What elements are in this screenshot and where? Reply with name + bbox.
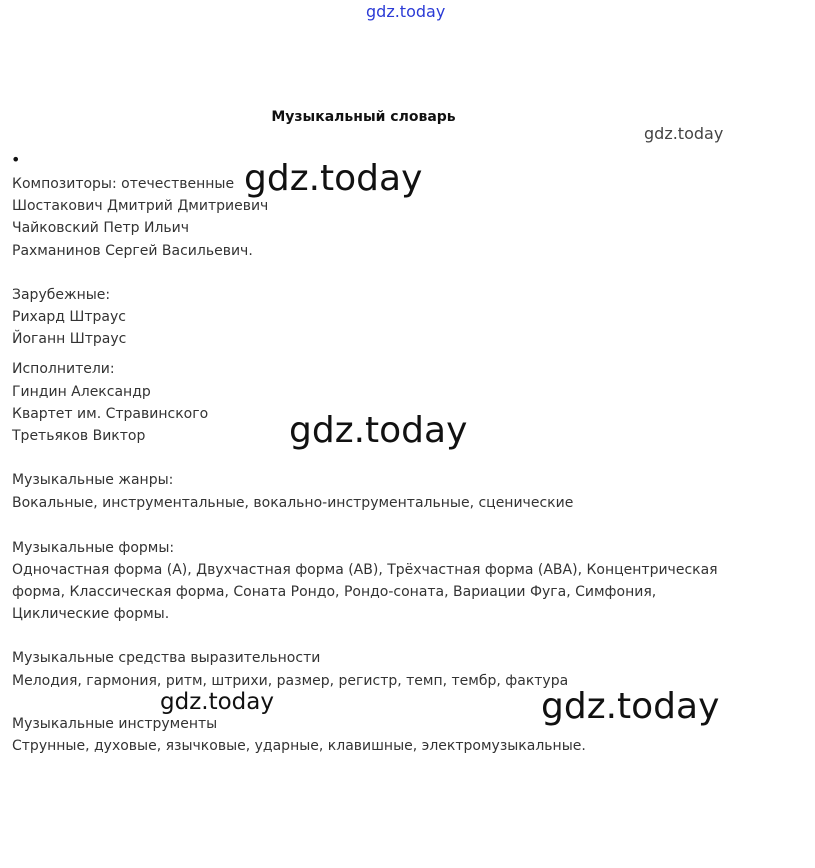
text-line: форма, Классическая форма, Соната Рондо, Рондо-соната, Вариации Фуга, Симфония, — [12, 584, 657, 600]
watermark-text: gdz.today — [160, 689, 274, 715]
text-line: Третьяков Виктор — [12, 428, 146, 444]
watermark-text: gdz.today — [541, 686, 720, 727]
text-line: Циклические формы. — [12, 606, 170, 622]
text-line: Квартет им. Стравинского — [12, 406, 209, 422]
text-line: Йоганн Штраус — [12, 331, 127, 347]
text-line: Музыкальные формы: — [12, 540, 175, 556]
text-line: Шостакович Дмитрий Дмитриевич — [12, 198, 269, 214]
text-line: Вокальные, инструментальные, вокально-инструментальные, сценические — [12, 495, 574, 511]
watermark-logo: gdz.today — [366, 2, 446, 21]
text-line: Рихард Штраус — [12, 309, 126, 325]
text-line: Одночастная форма (А), Двухчастная форма (АВ), Трёхчастная форма (АВА), Концентрическая — [12, 562, 718, 578]
watermark-text: gdz.today — [289, 410, 468, 451]
text-line: Рахманинов Сергей Васильевич. — [12, 243, 253, 259]
page-title: Музыкальный словарь — [271, 109, 456, 125]
watermark-text: gdz.today — [644, 124, 724, 143]
text-line: Музыкальные инструменты — [12, 716, 218, 732]
bullet-marker: • — [11, 150, 21, 169]
text-line: Чайковский Петр Ильич — [12, 220, 190, 236]
text-line: Композиторы: отечественные — [12, 176, 235, 192]
text-line: Музыкальные средства выразительности — [12, 650, 321, 666]
text-line: Исполнители: — [12, 361, 115, 377]
text-line: Мелодия, гармония, ритм, штрихи, размер, регистр, темп, тембр, фактура — [12, 673, 569, 689]
text-line: Гиндин Александр — [12, 384, 151, 400]
text-line: Зарубежные: — [12, 287, 111, 303]
watermark-text: gdz.today — [244, 158, 423, 199]
text-line: Музыкальные жанры: — [12, 472, 174, 488]
text-line: Струнные, духовые, язычковые, ударные, клавишные, электромузыкальные. — [12, 738, 586, 754]
